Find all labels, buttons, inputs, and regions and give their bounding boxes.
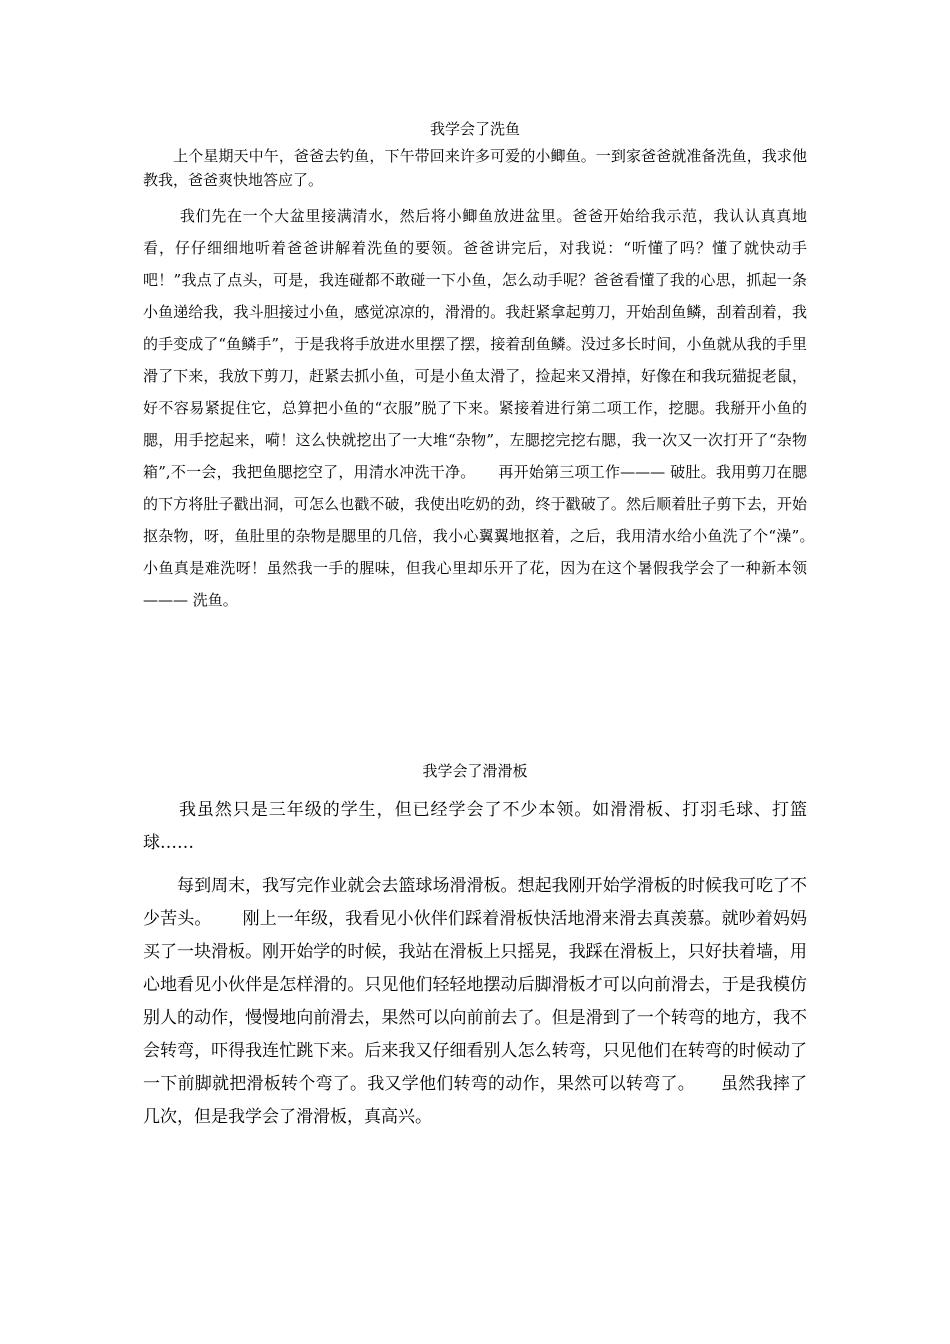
essay-paragraph-intro: 上个星期天中午，爸爸去钓鱼，下午带回来许多可爱的小鲫鱼。一到家爸爸就准备洗鱼，我求他教我，爸爸爽快地答应了。: [143, 147, 807, 189]
essay-paragraph-intro: 我虽然只是三年级的学生，但已经学会了不少本领。如滑滑板、打羽毛球、打篮球……: [143, 800, 807, 853]
essay-title: 我学会了洗鱼: [429, 120, 520, 138]
essay-paragraph-body: 我们先在一个大盆里接满清水，然后将小鲫鱼放进盆里。爸爸开始给我示范，我认认真真地看，仔仔细细地听着爸爸讲解着洗鱼的要领。爸爸讲完后，对我说：“听懂了吗？懂了就快动手吧！”我点了点头，可是，我连碰都不敢碰一下小鱼，怎么动手呢？爸爸看懂了我的心思，抓起一条小鱼递给我，我斗胆接过小鱼，感觉凉凉的，滑滑的。我赶紧拿起剪刀，开始刮鱼鳞，刮着刮着，我的手变成了“鱼鳞手”，于是我将手放进水里摆了摆，接着刮鱼鳞。没过多长时间，小鱼就从我的手里滑了下来，我放下剪刀，赶紧去抓小鱼，可是小鱼太滑了，捡起来又滑掉，好像在和我玩猫捉老鼠，好不容易紧捉住它，总算把小鱼的“衣服”脱了下来。紧接着进行第二项工作，挖腮。我掰开小鱼的腮，用手挖起来，嗬！这么快就挖出了一大堆“杂物”，左腮挖完挖右腮，我一次又一次打开了“杂物箱”,不一会，我把鱼腮挖空了，用清水冲洗干净。 再开始第三项工作——— 破肚。我用剪刀在腮的下方将肚子戳出洞，可怎么也戳不破，我使出吃奶的劲，终于戳破了。然后顺着肚子剪下去，开始抠杂物，呀，鱼肚里的杂物是腮里的几倍，我小心翼翼地抠着，之后，我用清水给小鱼洗了个“澡”。 小鱼真是难洗呀！虽然我一手的腥味，但我心里却乐开了花，因为在这个暑假我学会了一种新本领——— 洗鱼。: [143, 207, 838, 609]
essay-title: 我学会了滑滑板: [422, 762, 528, 780]
essay-paragraph-body: 每到周末，我写完作业就会去篮球场滑滑板。想起我刚开始学滑板的时候我可吃了不少苦头。 刚上一年级，我看见小伙伴们踩着滑板快活地滑来滑去真羡慕。就吵着妈妈买了一块滑板。刚开始学的时候，我站在滑板上只摇晃，我踩在滑板上，只好扶着墙，用心地看见小伙伴是怎样滑的。只见他们轻轻地摆动后脚滑板才可以向前滑去，于是我模仿别人的动作，慢慢地向前滑去，果然可以向前前去了。但是滑到了一个转弯的地方，我不会转弯，吓得我连忙跳下来。后来我又仔细看别人怎么转弯，只见他们在转弯的时候动了一下前脚就把滑板转个弯了。我又学他们转弯的动作，果然可以转弯了。 虽然我摔了几次，但是我学会了滑滑板，真高兴。: [143, 876, 807, 1127]
